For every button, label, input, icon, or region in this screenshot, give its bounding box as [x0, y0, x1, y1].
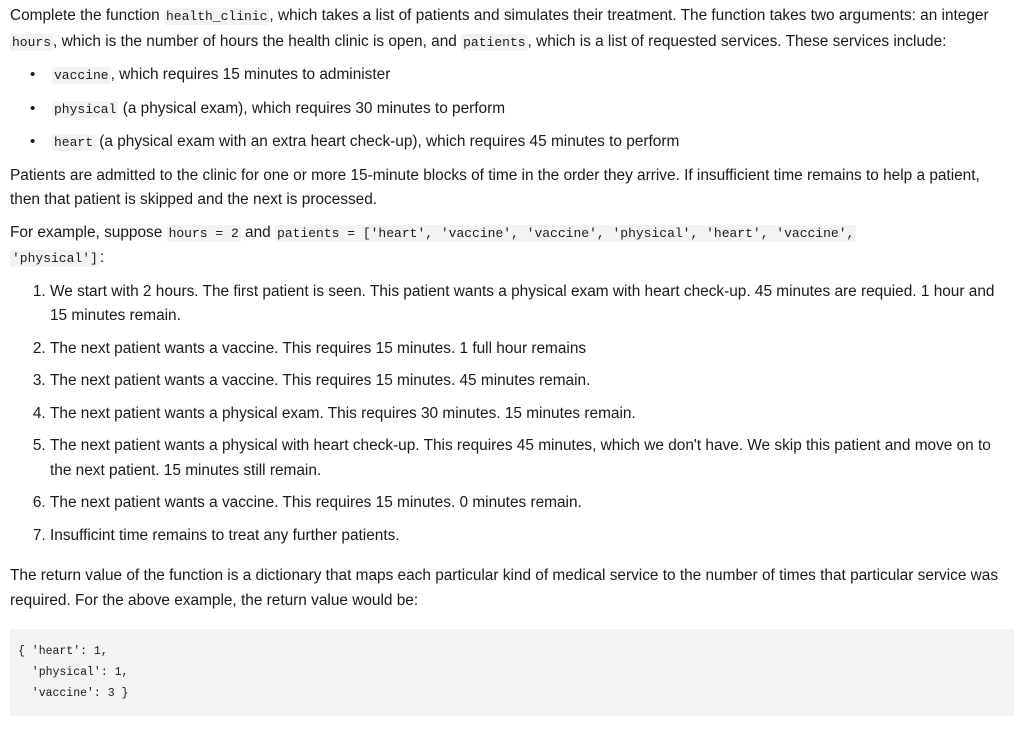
- service-description: , which requires 15 minutes to administer: [110, 66, 391, 83]
- step-item: 7. Insufficint time remains to treat any further patients.: [50, 524, 1014, 549]
- intro-text-3: , which is the number of hours the health clinic is open, and: [53, 32, 462, 50]
- example-paragraph: [10, 221, 1014, 272]
- service-code: physical: [54, 101, 117, 117]
- service-item-physical: [30, 97, 1014, 123]
- steps-list: [10, 280, 1014, 549]
- step-item: 3. The next patient wants a vaccine. This requires 15 minutes. 45 minutes remain.: [50, 369, 1014, 394]
- result-code-block: { 'heart': 1, 'physical': 1, 'vaccine': 3 }: [10, 629, 1014, 716]
- example-hours-code: hours = 2: [168, 225, 239, 241]
- example-text-2: and: [240, 223, 276, 241]
- step-item: 2. The next patient wants a vaccine. This requires 15 minutes. 1 full hour remains: [50, 337, 1014, 362]
- admission-paragraph: Patients are admitted to the clinic for one or more 15-minute blocks of time in the order they arrive. If insufficient time remains to help a patient, then that patient is skipped and the next is processed.: [10, 166, 980, 208]
- intro-paragraph: [10, 4, 1014, 55]
- intro-text-4: , which is a list of requested services. These services include:: [527, 32, 947, 50]
- step-item: 6. The next patient wants a vaccine. This requires 15 minutes. 0 minutes remain.: [50, 491, 1014, 516]
- function-name-code: health_clinic: [166, 9, 268, 24]
- service-item-heart: [30, 130, 1014, 156]
- example-text-3: :: [99, 249, 105, 266]
- return-value-paragraph: The return value of the function is a dictionary that maps each particular kind of medical service to the number of times that particular service was required. For the above example, the return value would be:: [10, 567, 999, 609]
- intro-text-2: , which takes a list of patients and simulates their treatment. The function takes two arguments: an integer: [269, 7, 989, 24]
- service-description: (a physical exam), which requires 30 minutes to perform: [118, 99, 506, 117]
- example-patients-code-cont: 'physical']: [12, 251, 98, 266]
- service-item-vaccine: [30, 63, 1014, 89]
- service-code: heart: [54, 135, 94, 150]
- example-text-1: For example, suppose: [10, 223, 167, 241]
- step-item: 5. The next patient wants a physical with heart check-up. This requires 45 minutes, which we don't have. We skip this patient and move on to the next patient. 15 minutes still remain.: [50, 434, 1014, 483]
- step-item: 1. We start with 2 hours. The first patient is seen. This patient wants a physical exam with heart check-up. 45 minutes are requied. 1 hour and 15 minutes remain.: [50, 280, 1014, 329]
- example-patients-code: patients = ['heart', 'vaccine', 'vaccine', 'physical', 'heart', 'vaccine',: [277, 225, 855, 241]
- service-code: vaccine: [54, 68, 109, 83]
- service-description: (a physical exam with an extra heart check-up), which requires 45 minutes to perform: [95, 133, 680, 150]
- patients-arg-code: patients: [463, 34, 526, 50]
- step-item: 4. The next patient wants a physical exam. This requires 30 minutes. 15 minutes remain.: [50, 402, 1014, 427]
- services-list: [10, 63, 1014, 156]
- intro-text-1: Complete the function: [10, 7, 164, 24]
- hours-arg-code: hours: [12, 34, 52, 50]
